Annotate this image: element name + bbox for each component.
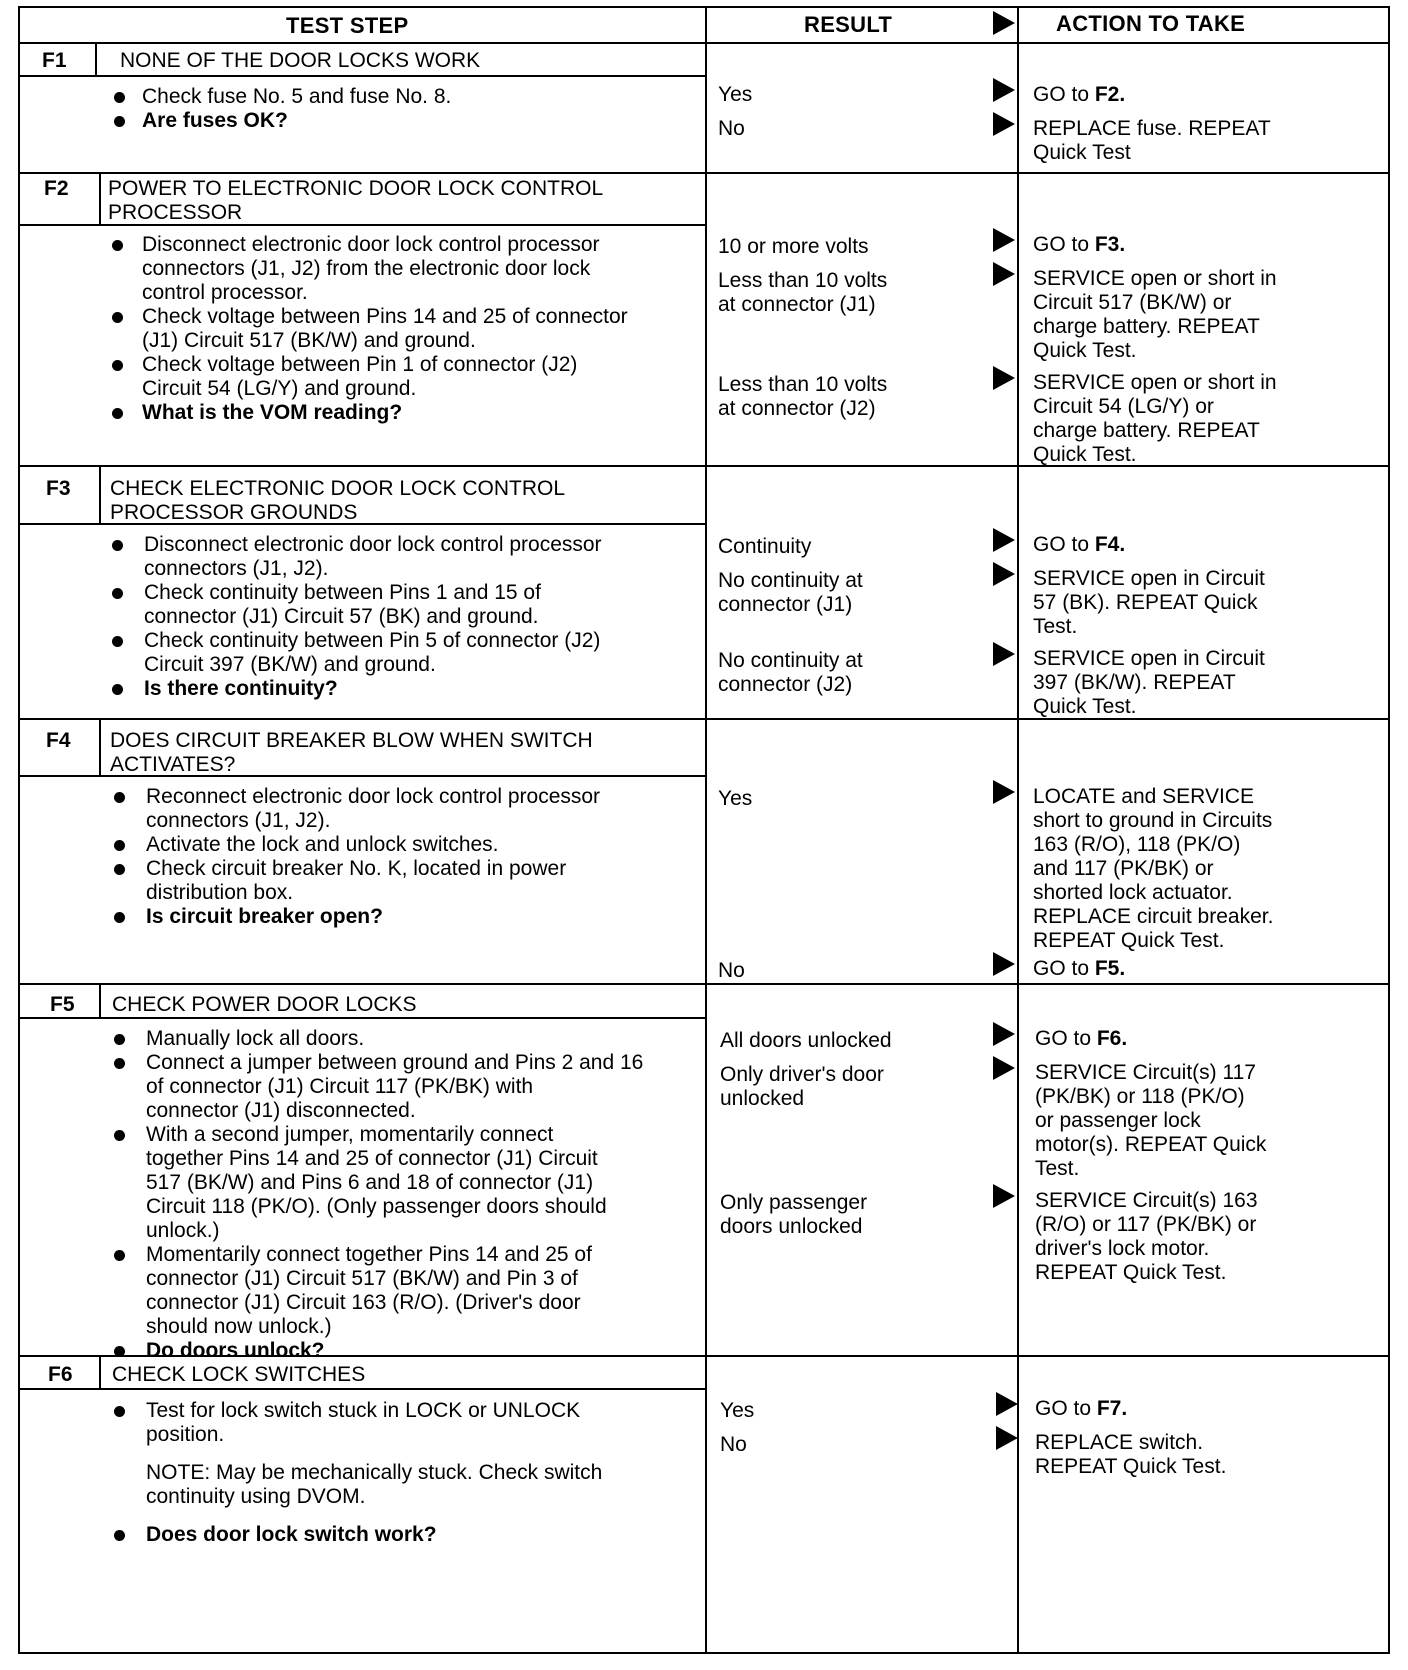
arrow-icon [993,1022,1015,1046]
header-result: RESULT [804,12,893,37]
result-text: unlocked [720,1087,805,1110]
action-text: Test. [1035,1157,1080,1180]
check-line: connector (J1) disconnected. [146,1099,416,1122]
result-text: All doors unlocked [720,1029,892,1052]
action-text: SERVICE open in Circuit [1033,567,1265,590]
step-title: CHECK LOCK SWITCHES [112,1363,366,1386]
arrow-icon [993,78,1015,102]
check-line: connectors (J1, J2). [146,809,331,832]
action-text: 397 (BK/W). REPEAT [1033,671,1236,694]
bullet-icon [114,1058,125,1069]
bullet-icon [112,540,123,551]
diagnostic-table [18,6,1390,1654]
check-line: Manually lock all doors. [146,1027,365,1050]
check-line: Test for lock switch stuck in LOCK or UNLOCK [146,1399,581,1422]
check-line: control processor. [142,281,308,304]
result-text: at connector (J1) [718,293,876,316]
check-line: Reconnect electronic door lock control processor [146,785,601,808]
check-line: position. [146,1423,225,1446]
action-text: REPEAT Quick Test. [1033,929,1225,952]
bullet-icon [114,1250,125,1261]
step-title: CHECK POWER DOOR LOCKS [112,993,417,1016]
action-text: REPLACE switch. [1035,1431,1204,1454]
check-line: unlock.) [146,1219,220,1242]
action-text: driver's lock motor. [1035,1237,1210,1260]
result-text: No [720,1433,747,1456]
bullet-icon [114,1346,125,1357]
check-question: Are fuses OK? [142,109,288,132]
check-line: should now unlock.) [146,1315,332,1338]
action-text: 57 (BK). REPEAT Quick [1033,591,1258,614]
result-text: connector (J1) [718,593,853,616]
check-line: connector (J1) Circuit 517 (BK/W) and Pin 3 of [146,1267,578,1290]
check-line: connector (J1) Circuit 163 (R/O). (Driver's door [146,1291,581,1314]
header-test-step: TEST STEP [286,13,409,38]
bullet-icon [112,312,123,323]
result-text: Continuity [718,535,812,558]
bullet-icon [114,1130,125,1141]
action-text: Circuit 54 (LG/Y) or [1033,395,1214,418]
result-text: 10 or more volts [718,235,869,258]
action-text: (R/O) or 117 (PK/BK) or [1035,1213,1257,1236]
bullet-icon [114,1530,125,1541]
step-id: F5 [50,993,75,1016]
check-line: Connect a jumper between ground and Pins 2 and 16 [146,1051,644,1074]
arrow-icon [993,112,1015,136]
check-line: of connector (J1) Circuit 117 (PK/BK) with [146,1075,534,1098]
check-line: Check circuit breaker No. K, located in power [146,857,567,880]
action-text: or passenger lock [1035,1109,1201,1132]
check-line: distribution box. [146,881,294,904]
action-text: Quick Test. [1033,339,1137,362]
action-text: Quick Test. [1033,443,1137,466]
action-text: shorted lock actuator. [1033,881,1233,904]
arrow-icon [993,952,1015,976]
result-text: Less than 10 volts [718,269,888,292]
step-title: POWER TO ELECTRONIC DOOR LOCK CONTROL [108,177,604,200]
action-text: SERVICE Circuit(s) 163 [1035,1189,1258,1212]
check-line: connector (J1) Circuit 57 (BK) and ground. [144,605,539,628]
check-line: Disconnect electronic door lock control processor [142,233,600,256]
arrow-icon [993,262,1015,286]
action-text: charge battery. REPEAT [1033,419,1260,442]
action-text: Circuit 517 (BK/W) or [1033,291,1232,314]
action-text: short to ground in Circuits [1033,809,1273,832]
step-title: CHECK ELECTRONIC DOOR LOCK CONTROL [110,477,566,500]
step-title: ACTIVATES? [110,753,236,776]
check-line: Check voltage between Pins 14 and 25 of connector [142,305,628,328]
action-text: GO to F2. [1033,83,1126,106]
bullet-icon [114,1034,125,1045]
action-text: GO to F6. [1035,1027,1128,1050]
action-text: SERVICE open or short in [1033,371,1277,394]
bullet-icon [112,588,123,599]
arrow-icon [996,1392,1018,1416]
check-line: Check continuity between Pins 1 and 15 of [144,581,541,604]
action-text: GO to F5. [1033,957,1126,980]
result-text: No continuity at [718,569,863,592]
check-line: 517 (BK/W) and Pins 6 and 18 of connector (J1) [146,1171,594,1194]
result-text: No continuity at [718,649,863,672]
check-question: What is the VOM reading? [142,401,403,424]
result-text: Yes [718,83,753,106]
action-text: motor(s). REPEAT Quick [1035,1133,1267,1156]
action-text: REPEAT Quick Test. [1035,1261,1227,1284]
check-line: With a second jumper, momentarily connect [146,1123,554,1146]
action-text: Quick Test. [1033,695,1137,718]
bullet-icon [112,240,123,251]
action-text: Test. [1033,615,1078,638]
bullet-icon [112,360,123,371]
bullet-icon [114,840,125,851]
header-action: ACTION TO TAKE [1056,11,1246,36]
arrow-icon [993,1184,1015,1208]
check-line: (J1) Circuit 517 (BK/W) and ground. [142,329,476,352]
bullet-icon [114,1406,125,1417]
action-text: GO to F4. [1033,533,1126,556]
step-title: DOES CIRCUIT BREAKER BLOW WHEN SWITCH [110,729,593,752]
result-text: Only driver's door [720,1063,884,1086]
check-line: Circuit 397 (BK/W) and ground. [144,653,436,676]
arrow-icon [993,1056,1015,1080]
check-line: Momentarily connect together Pins 14 and 25 of [146,1243,592,1266]
bullet-icon [114,92,125,103]
result-text: No [718,959,745,982]
action-text: REPEAT Quick Test. [1035,1455,1227,1478]
arrow-icon [993,366,1015,390]
check-question: Is circuit breaker open? [146,905,383,928]
check-line: Disconnect electronic door lock control processor [144,533,602,556]
check-line: together Pins 14 and 25 of connector (J1) Circuit [146,1147,598,1170]
arrow-icon [996,1426,1018,1450]
result-text: connector (J2) [718,673,853,696]
arrow-icon [993,528,1015,552]
check-line: connectors (J1, J2) from the electronic door lock [142,257,591,280]
step-id: F3 [46,477,71,500]
check-line: Check fuse No. 5 and fuse No. 8. [142,85,452,108]
check-question: Does door lock switch work? [146,1523,437,1546]
step-id: F6 [48,1363,73,1386]
step-title: NONE OF THE DOOR LOCKS WORK [120,49,481,72]
check-question: Is there continuity? [144,677,338,700]
result-text: Less than 10 volts [718,373,888,396]
arrow-icon [993,562,1015,586]
step-title: PROCESSOR [108,201,243,224]
action-text: LOCATE and SERVICE [1033,785,1254,808]
step-title: PROCESSOR GROUNDS [110,501,358,524]
action-text: 163 (R/O), 118 (PK/O) [1033,833,1241,856]
bullet-icon [112,684,123,695]
check-line: Circuit 118 (PK/O). (Only passenger doors should [146,1195,607,1218]
check-line: Circuit 54 (LG/Y) and ground. [142,377,417,400]
check-question: Do doors unlock? [146,1339,325,1362]
bullet-icon [114,864,125,875]
bullet-icon [114,912,125,923]
result-text: Only passenger [720,1191,868,1214]
header-arrow-icon [993,11,1015,35]
arrow-icon [993,642,1015,666]
arrow-icon [993,228,1015,252]
check-line: connectors (J1, J2). [144,557,329,580]
check-line: Check voltage between Pin 1 of connector (J2) [142,353,578,376]
step-id: F2 [44,177,69,200]
bullet-icon [112,636,123,647]
bullet-icon [112,408,123,419]
check-line: Activate the lock and unlock switches. [146,833,499,856]
action-text: REPLACE fuse. REPEAT [1033,117,1271,140]
result-text: Yes [720,1399,755,1422]
action-text: and 117 (PK/BK) or [1033,857,1214,880]
result-text: at connector (J2) [718,397,876,420]
action-text: GO to F7. [1035,1397,1128,1420]
arrow-icon [993,780,1015,804]
action-text: (PK/BK) or 118 (PK/O) [1035,1085,1245,1108]
action-text: REPLACE circuit breaker. [1033,905,1274,928]
action-text: GO to F3. [1033,233,1126,256]
action-text: charge battery. REPEAT [1033,315,1260,338]
note-text: continuity using DVOM. [146,1485,366,1508]
action-text: Quick Test [1033,141,1131,164]
result-text: Yes [718,787,753,810]
result-text: doors unlocked [720,1215,863,1238]
note-text: NOTE: May be mechanically stuck. Check switch [146,1461,603,1484]
step-id: F1 [42,49,67,72]
action-text: SERVICE open in Circuit [1033,647,1265,670]
bullet-icon [114,116,125,127]
action-text: SERVICE Circuit(s) 117 [1035,1061,1256,1084]
step-id: F4 [46,729,71,752]
result-text: No [718,117,745,140]
check-line: Check continuity between Pin 5 of connector (J2) [144,629,601,652]
action-text: SERVICE open or short in [1033,267,1277,290]
bullet-icon [114,792,125,803]
